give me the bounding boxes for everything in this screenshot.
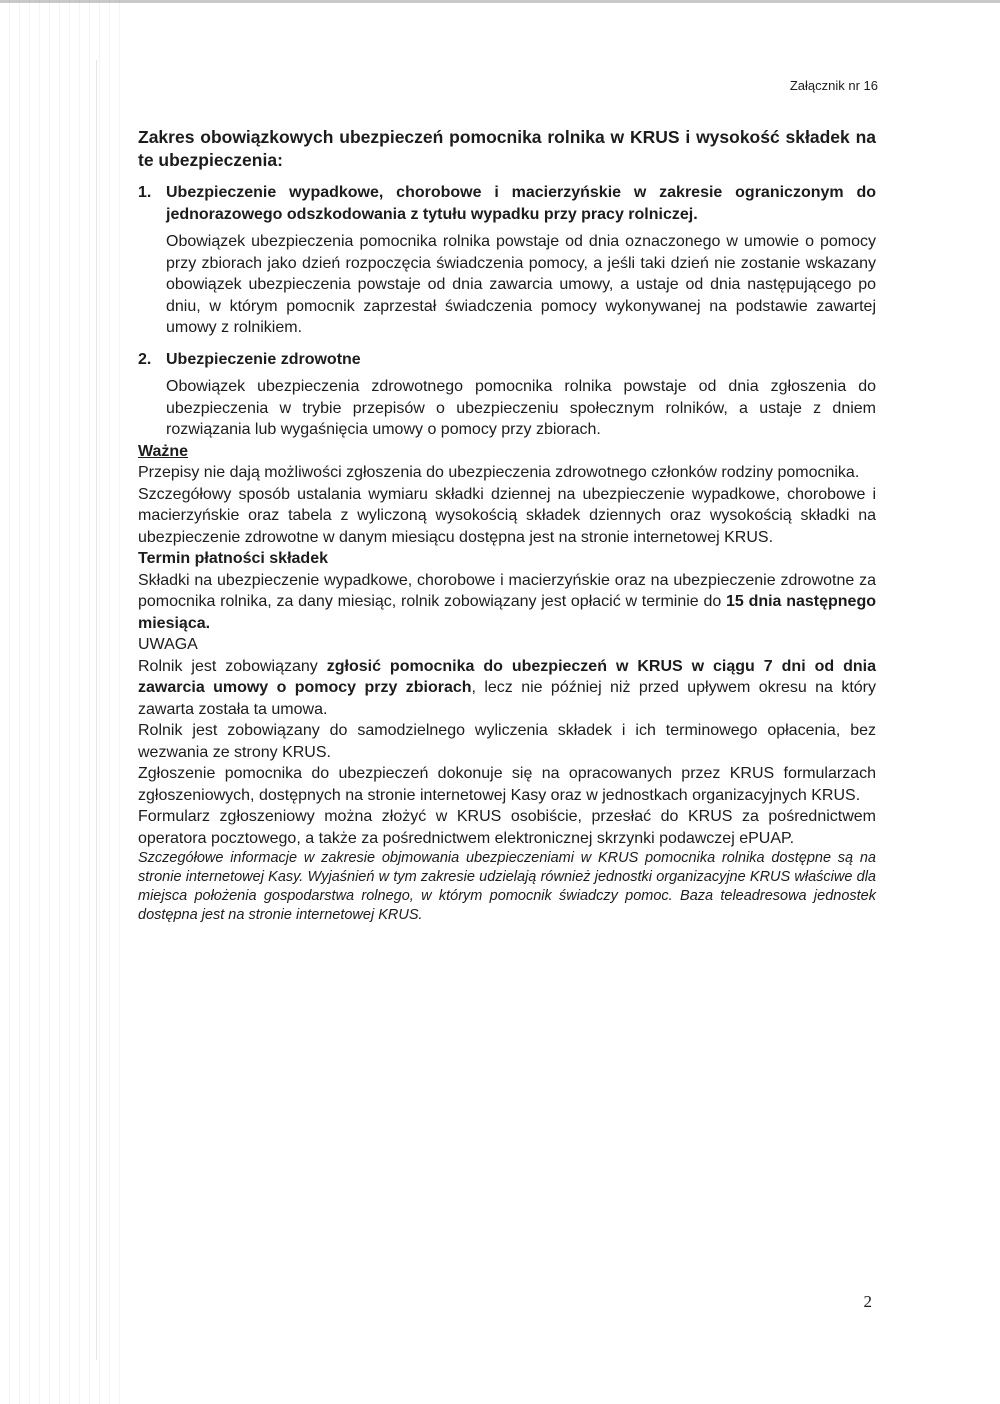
attention-paragraph-1	[138, 656, 876, 721]
section-2-number: 2.	[138, 350, 152, 368]
document-title: Zakres obowiązkowych ubezpieczeń pomocnika rolnika w KRUS i wysokość składek na te ubezpieczenia:	[138, 127, 876, 170]
page-number: 2	[863, 1292, 872, 1311]
section-2	[138, 349, 876, 441]
attention-paragraph-4: Formularz zgłoszeniowy można złożyć w KRUS osobiście, przesłać do KRUS za pośrednictwem operatora pocztowego, a także za pośrednictwem elektronicznej skrzynki podawczej ePUAP.	[138, 808, 876, 847]
section-1-number: 1.	[138, 184, 152, 201]
section-2-body: Obowiązek ubezpieczenia zdrowotnego pomocnika rolnika powstaje od dnia zgłoszenia do ubezpieczenia w trybie przepisów o ubezpieczeniu społecznym rolników, a ustaje z dniem rozwiązania lub wygaśnięcia umowy o pomocy przy zbiorach.	[166, 378, 876, 438]
section-2-title: Ubezpieczenie zdrowotne	[166, 350, 361, 368]
attention-paragraph-2: Rolnik jest zobowiązany do samodzielnego wyliczenia składek i ich terminowego opłacenia, bez wezwania ze strony KRUS.	[138, 722, 876, 761]
payment-deadline: 15 dnia następnego miesiąca.	[138, 593, 877, 632]
attention-paragraph-3: Zgłoszenie pomocnika do ubezpieczeń dokonuje się na opracowanych przez KRUS formularzach zgłoszeniowych, dostępnych na stronie internetowej Kasy oraz w jednostkach organizacyjnych KRUS.	[138, 765, 876, 804]
attention-label: UWAGA	[138, 636, 198, 653]
scan-edge-top	[0, 0, 1000, 3]
scan-fold-line	[96, 60, 97, 1360]
important-paragraph-2: Szczegółowy sposób ustalania wymiaru składki dziennej na ubezpieczenie wypadkowe, chorobowe i macierzyńskie oraz tabela z wyliczoną wysokością składek dziennych oraz wysokością składki na ubezpieczenie zdrowotne w danym miesiącu dostępna jest na stronie internetowej KRUS.	[138, 485, 876, 546]
section-1	[138, 182, 876, 339]
payment-title: Termin płatności składek	[138, 550, 328, 567]
document-body	[138, 126, 876, 925]
scan-edge-left	[0, 0, 120, 1404]
payment-text: Składki na ubezpieczenie wypadkowe, chorobowe i macierzyńskie oraz na ubezpieczenie zdrowotne za pomocnika rolnika, za dany miesiąc, rolnik zobowiązany jest opłacić w terminie do	[138, 571, 876, 610]
attention-p1-lead: Rolnik jest zobowiązany	[138, 657, 327, 675]
footnote: Szczegółowe informacje w zakresie objmowania ubezpieczeniami w KRUS pomocnika rolnika dostępne są na stronie internetowej Kasy. Wyjaśnień w tym zakresie udzielają również jednostki organizacyjne KRUS właściwe dla miejsca położenia gospodarstwa rolnego, w którym pomocnik świadczy pomoc. Baza teleadresowa jednostek dostępna jest na stronie internetowej KRUS.	[138, 850, 876, 923]
important-label: Ważne	[138, 442, 189, 460]
attention-p1-bold: zgłosić pomocnika do ubezpieczeń w KRUS w ciągu 7 dni od dnia zawarcia umowy o pomocy przy zbiorach	[138, 657, 876, 696]
section-1-body: Obowiązek ubezpieczenia pomocnika rolnika powstaje od dnia oznaczonego w umowie o pomocy przy zbiorach jako dzień rozpoczęcia świadczenia pomocy, a jeśli taki dzień nie zostanie wskazany obowiązek ubezpieczenia powstaje od dnia zawarcia umowy, a ustaje od dnia następującego po dniu, w którym pomocnik zaprzestał świadczenia pomocy wykonywanej na podstawie zawartej umowy z rolnikiem.	[166, 233, 876, 336]
important-paragraph-1: Przepisy nie dają możliwości zgłoszenia do ubezpieczenia zdrowotnego członków rodziny pomocnika.	[138, 464, 860, 481]
attention-p1-tail: , lecz nie później niż przed upływem okresu na który zawarta została ta umowa.	[138, 679, 877, 718]
payment-paragraph	[138, 570, 876, 635]
section-1-title: Ubezpieczenie wypadkowe, chorobowe i macierzyńskie w zakresie ograniczonym do jednorazowego odszkodowania z tytułu wypadku przy pracy rolniczej.	[166, 184, 876, 223]
annex-label: Załącznik nr 16	[789, 78, 878, 93]
